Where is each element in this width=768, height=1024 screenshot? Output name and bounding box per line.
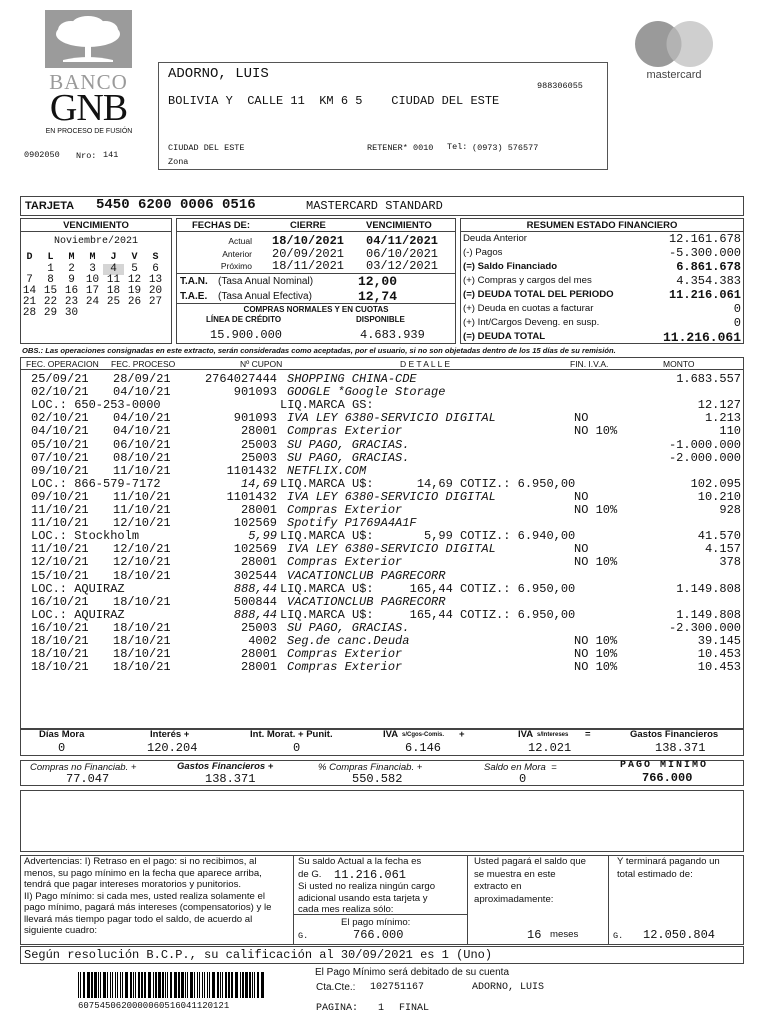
- resumen-row-value: -5.300.000: [668, 246, 741, 260]
- tx-foreign-amount: 5,99: [248, 529, 277, 544]
- moratorio-label: Int. Morat. + Punit.: [250, 729, 333, 740]
- table-row: [22, 373, 744, 386]
- tel-value: (0973) 576577: [472, 143, 539, 153]
- tx-fec-operacion: 16/10/21: [31, 620, 89, 635]
- tx-foreign-amount: 14,69: [240, 476, 277, 491]
- cta-cte-name: ADORNO, LUIS: [472, 982, 545, 993]
- tx-fec-operacion: 11/10/21: [31, 542, 89, 557]
- linea-credito-value: 15.900.000: [210, 328, 283, 342]
- tx-amount: 10.453: [697, 660, 741, 675]
- barcode-icon: [78, 972, 264, 998]
- card-type: MASTERCARD STANDARD: [306, 199, 443, 213]
- compras-no-financiab-label: Compras no Financiab. +: [30, 762, 137, 773]
- tx-fin-iva: NO 10%: [574, 424, 618, 439]
- tx-fec-operacion: 09/10/21: [31, 489, 89, 504]
- tx-amount: 10.453: [697, 647, 741, 662]
- pago-minimo-label: PAGO MINIMO: [620, 760, 709, 771]
- tx-fin-iva: NO 10%: [574, 503, 618, 517]
- account-reference: 988306055: [537, 81, 583, 91]
- resumen-row-label: (=) DEUDA TOTAL: [463, 331, 546, 342]
- debito-text: El Pago Mínimo será debitado de su cuenta: [315, 967, 510, 978]
- bank-name-line2: GNB: [49, 87, 128, 129]
- resumen-row-label: (-) Pagos: [463, 247, 503, 258]
- iva-cgos-sub: s/Cgos-Comis.: [402, 732, 445, 738]
- tx-detail: Spotify P1769A4A1F: [287, 516, 417, 531]
- customer-city: CIUDAD DEL ESTE: [168, 143, 245, 153]
- calendar-day: 6: [152, 263, 159, 275]
- retener-value: 0010: [413, 143, 434, 153]
- tx-cupon: 28001: [240, 555, 277, 570]
- tx-detail: IVA LEY 6380-SERVICIO DIGITAL: [287, 489, 496, 504]
- iva-cgos-label: IVA: [383, 729, 399, 740]
- gastos-financieros-label: Gastos Financieros: [630, 729, 719, 740]
- table-row: [22, 439, 744, 452]
- tx-detail: GOOGLE *Google Storage: [287, 385, 446, 400]
- tx-fec-operacion: 02/10/21: [31, 411, 89, 426]
- barcode-number: 6075450620000060516041120121: [78, 1001, 230, 1011]
- customer-name: ADORNO, LUIS: [168, 66, 269, 82]
- tx-amount: 39.145: [697, 634, 741, 648]
- resumen-row-label: (=) Saldo Financiado: [463, 261, 558, 272]
- tx-location: LOC.: Stockholm: [31, 529, 140, 544]
- nro-label: Nro:: [76, 151, 97, 161]
- tx-cupon: 901093: [233, 385, 277, 400]
- tx-cupon: 500844: [233, 594, 277, 609]
- tx-fin-iva: NO: [574, 411, 589, 426]
- tx-amount: 928: [719, 503, 741, 517]
- col-cupon: Nº CUPON: [240, 359, 283, 369]
- vencimiento-month: Noviembre/2021: [53, 236, 138, 247]
- calendar-day: [124, 308, 145, 319]
- calendar-day: 17: [85, 285, 100, 297]
- calendar-day: 3: [89, 263, 96, 275]
- pago-minimo-advert-currency: G.: [298, 931, 309, 941]
- tx-foreign-amount: 888,44: [233, 607, 277, 622]
- calendar-day: 23: [64, 296, 79, 308]
- tx-fec-operacion: 12/10/21: [31, 555, 89, 570]
- table-row: [22, 399, 744, 412]
- gastos-financieros-2-label: Gastos Financieros +: [177, 761, 274, 772]
- saldo-mora-value: 0: [519, 772, 527, 786]
- moratorio-value: 0: [293, 741, 301, 755]
- iva-int-value: 12.021: [528, 741, 572, 755]
- bank-logo-tree-icon: [45, 10, 132, 68]
- tx-detail: SU PAGO, GRACIAS.: [287, 450, 410, 465]
- table-row: [22, 386, 744, 399]
- tx-fec-operacion: 16/10/21: [31, 594, 89, 609]
- cta-cte-label: Cta.Cte.:: [316, 982, 356, 993]
- calendar-day: [103, 308, 124, 319]
- resumen-row-value: 6.861.678: [676, 260, 741, 274]
- tx-fin-iva: NO 10%: [574, 660, 618, 675]
- tx-cupon: 2764027444: [204, 372, 277, 386]
- tx-cupon: 102569: [233, 542, 277, 557]
- tx-cupon: 28001: [240, 660, 277, 675]
- tx-fec-operacion: 18/10/21: [31, 660, 89, 675]
- calendar-day: 25: [106, 296, 121, 308]
- tx-location: LOC.: AQUIRAZ: [31, 581, 125, 596]
- table-row: [22, 609, 744, 622]
- table-row: [22, 583, 744, 596]
- table-row: [22, 635, 744, 648]
- tx-fec-operacion: 05/10/21: [31, 437, 89, 452]
- iva-int-eq: =: [585, 729, 591, 740]
- tx-detail: VACATIONCLUB PAGRECORR: [287, 568, 446, 583]
- cierre-label: CIERRE: [290, 220, 326, 231]
- tx-cupon: 25003: [240, 620, 277, 635]
- tx-detail: Compras Exterior: [287, 424, 403, 439]
- table-row: [22, 465, 744, 478]
- tx-detail: IVA LEY 6380-SERVICIO DIGITAL: [287, 411, 496, 426]
- iva-int-label: IVA: [518, 729, 534, 740]
- tx-amount: 110: [719, 424, 741, 439]
- calendar-day: 29: [43, 307, 58, 319]
- cta-cte-value: 102751167: [370, 982, 425, 993]
- tx-fin-iva: NO: [574, 542, 589, 557]
- tx-fec-proceso: 18/10/21: [113, 634, 171, 648]
- tx-fec-proceso: 18/10/21: [113, 660, 171, 675]
- tx-fec-operacion: 18/10/21: [31, 634, 89, 648]
- resumen-row-label: (+) Compras y cargos del mes: [463, 275, 592, 286]
- tx-fec-proceso: 18/10/21: [113, 568, 171, 583]
- tx-fin-iva: NO: [574, 489, 589, 504]
- tx-detail: IVA LEY 6380-SERVICIO DIGITAL: [287, 542, 496, 557]
- tx-detail: Compras Exterior: [287, 660, 403, 675]
- saldo-actual-text: Su saldo Actual a la fecha es: [298, 856, 422, 867]
- blank-message-box: [20, 790, 744, 852]
- weekday-header: M: [68, 252, 75, 263]
- col-fec-operacion: FEC. OPERACION: [26, 359, 99, 369]
- table-row: [22, 648, 744, 661]
- iva-cgos-plus: +: [459, 729, 465, 740]
- calendar-day: 22: [43, 296, 58, 308]
- resumen-row-label: Deuda Anterior: [463, 233, 527, 244]
- pagina-value: 1: [378, 1003, 385, 1014]
- tx-fec-operacion: 11/10/21: [31, 503, 89, 517]
- tel-label: Tel:: [447, 142, 468, 152]
- tx-fec-proceso: 18/10/21: [113, 647, 171, 662]
- table-row: [22, 517, 744, 530]
- calendar-day: 19: [127, 285, 142, 297]
- calendar-day: 15: [43, 285, 58, 297]
- terminara-pagando-text: Y terminará pagando un total estimado de:: [617, 856, 720, 880]
- weekday-header: S: [152, 252, 159, 263]
- tx-amount: 1.149.808: [676, 581, 741, 596]
- calendar-day: 1: [47, 263, 54, 275]
- date-row-label: Próximo: [220, 261, 252, 271]
- calendar-day: 12: [127, 274, 142, 286]
- table-row: [22, 596, 744, 609]
- tae-value: 12,74: [358, 289, 398, 304]
- table-row: [22, 530, 744, 543]
- tx-location: LOC.: 650-253-0000: [31, 398, 161, 413]
- tx-fec-proceso: 18/10/21: [113, 620, 171, 635]
- zona-label: Zona: [168, 157, 189, 167]
- card-label: TARJETA: [25, 200, 75, 212]
- col-fec-proceso: FEC. PROCESO: [111, 359, 176, 369]
- date-row-cierre: 18/10/2021: [272, 234, 345, 248]
- date-row-label: Actual: [228, 236, 252, 246]
- final-label: FINAL: [399, 1003, 430, 1014]
- tan-description: (Tasa Anual Nominal): [218, 276, 314, 287]
- tx-fec-operacion: 15/10/21: [31, 568, 89, 583]
- calendar-day: 8: [47, 274, 54, 286]
- col-detalle: D E T A L L E: [400, 359, 451, 369]
- tx-fec-proceso: 04/10/21: [113, 411, 171, 426]
- disponible-label: DISPONIBLE: [356, 315, 405, 324]
- calendar-day: 4: [103, 264, 124, 275]
- tx-fec-proceso: 12/10/21: [113, 516, 171, 531]
- tx-fec-operacion: 18/10/21: [31, 647, 89, 662]
- iva-cgos-value: 6.146: [405, 741, 442, 755]
- card-number: 5450 6200 0006 0516: [96, 197, 256, 213]
- weekday-header: V: [131, 252, 138, 263]
- tx-fin-iva: NO 10%: [574, 647, 618, 662]
- tx-cupon: 25003: [240, 437, 277, 452]
- meses-label: meses: [550, 929, 579, 940]
- resumen-row-label: (+) Deuda en cuotas a facturar: [463, 303, 594, 314]
- saldo-actual-prefix: de G.: [298, 869, 322, 880]
- date-row-vencimiento: 03/12/2021: [366, 259, 439, 273]
- bank-name-line1: BANCO: [49, 70, 128, 94]
- calendar-day: 7: [26, 274, 33, 286]
- retener-label: RETENER*: [367, 143, 408, 153]
- tx-detail: Compras Exterior: [287, 503, 403, 517]
- tx-detail: SU PAGO, GRACIAS.: [287, 620, 410, 635]
- weekday-header: L: [47, 252, 54, 263]
- tx-fec-operacion: 02/10/21: [31, 385, 89, 400]
- gastos-financieros-2-value: 138.371: [205, 772, 256, 786]
- calendar-day: 26: [127, 296, 142, 308]
- tx-cupon: 25003: [240, 450, 277, 465]
- tx-detail: VACATIONCLUB PAGRECORR: [287, 594, 446, 609]
- total-estimado-currency: G.: [613, 931, 624, 941]
- tx-fec-proceso: 12/10/21: [113, 542, 171, 557]
- tx-detail: SHOPPING CHINA-CDE: [287, 372, 417, 386]
- pct-compras-value: 550.582: [352, 772, 403, 786]
- tx-detail: LIQ.MARCA U$: 14,69 COTIZ.: 6.950,00: [280, 476, 576, 491]
- table-row: [22, 504, 744, 517]
- tx-amount: 1.149.808: [676, 607, 741, 622]
- tx-cupon: 102569: [233, 516, 277, 531]
- tx-detail: LIQ.MARCA GS:: [280, 398, 374, 413]
- tx-cupon: 302544: [233, 568, 277, 583]
- calendar-day: 10: [85, 274, 100, 286]
- table-row: [22, 452, 744, 465]
- tx-fin-iva: NO 10%: [574, 634, 618, 648]
- tx-amount: 12.127: [697, 398, 741, 413]
- resumen-row-value: 11.216.061: [662, 330, 741, 345]
- bank-tagline: EN PROCESO DE FUSIÓN: [45, 128, 133, 135]
- date-row-vencimiento: 04/11/2021: [366, 234, 439, 248]
- resumen-row-value: 12.161.678: [668, 232, 741, 246]
- tx-amount: -2.300.000: [668, 620, 741, 635]
- table-row: [22, 570, 744, 583]
- tx-detail: LIQ.MARCA U$: 165,44 COTIZ.: 6.950,00: [280, 581, 576, 596]
- tae-description: (Tasa Anual Efectiva): [218, 291, 312, 302]
- nro-value: 141: [103, 150, 119, 160]
- calendar-day: 2: [68, 263, 75, 275]
- tx-fec-proceso: 12/10/21: [113, 555, 171, 570]
- tx-location: LOC.: AQUIRAZ: [31, 607, 125, 622]
- table-row: [22, 622, 744, 635]
- resumen-row-value: 11.216.061: [668, 288, 741, 302]
- calendar-day: 14: [22, 285, 37, 297]
- tx-amount: 378: [719, 555, 741, 570]
- tx-fin-iva: NO 10%: [574, 555, 618, 570]
- tx-fec-proceso: 11/10/21: [113, 463, 171, 478]
- vencimiento-title: VENCIMIENTO: [63, 220, 129, 231]
- pagara-saldo-text: Usted pagará el saldo que se muestra en este extracto en aproximadamente:: [474, 856, 587, 905]
- advertencias-text: Advertencias: I) Retraso en el pago: si no recibimos, al menos, su pago mínimo en la fecha que aparece arriba, tendrá que pagar intereses moratorios y punitorios. II) Pago mínimo: si cada mes, usted realiza solamente el pago mínimo, pagará más intereses (compensatorios) y le llevará más tiempo pagar todo el saldo, de acuerdo al siguiente cuadro:: [24, 856, 272, 936]
- table-row: [22, 478, 744, 491]
- total-estimado-value: 12.050.804: [643, 928, 716, 942]
- document-number: 0902050: [24, 150, 60, 160]
- tx-foreign-amount: 888,44: [233, 581, 277, 596]
- customer-address: BOLIVIA Y CALLE 11 KM 6 5 CIUDAD DEL ESTE: [168, 94, 500, 108]
- tx-detail: LIQ.MARCA U$: 5,99 COTIZ.: 6.940,00: [280, 529, 576, 544]
- tx-amount: -1.000.000: [668, 437, 741, 452]
- meses-value: 16: [527, 928, 542, 942]
- calendar-day: 24: [85, 296, 100, 308]
- tx-cupon: 1101432: [226, 489, 277, 504]
- tx-cupon: 28001: [240, 647, 277, 662]
- date-row-cierre: 20/09/2021: [272, 247, 345, 261]
- tx-amount: -2.000.000: [668, 450, 741, 465]
- gastos-financieros-value: 138.371: [655, 741, 706, 755]
- tx-cupon: 901093: [233, 411, 277, 426]
- tx-fec-proceso: 11/10/21: [113, 503, 171, 517]
- mastercard-wordmark: mastercard: [646, 69, 702, 81]
- mastercard-logo-icon: [630, 20, 718, 82]
- tx-fec-proceso: 28/09/21: [113, 372, 171, 386]
- tx-cupon: 4002: [248, 634, 277, 648]
- calendar-day: 21: [22, 296, 37, 308]
- date-row-vencimiento: 06/10/2021: [366, 247, 439, 261]
- tx-fec-operacion: 07/10/21: [31, 450, 89, 465]
- tx-detail: Compras Exterior: [287, 647, 403, 662]
- fechas-label: FECHAS DE:: [192, 220, 251, 231]
- tx-fec-proceso: 04/10/21: [113, 385, 171, 400]
- date-row-label: Anterior: [222, 249, 252, 259]
- saldo-condition-text: Si usted no realiza ningún cargo adicional usando esta tarjeta y cada mes realiza sólo:: [298, 881, 436, 915]
- disponible-value: 4.683.939: [360, 328, 425, 342]
- iva-int-sub: s/Intereses: [537, 732, 569, 738]
- weekday-header: D: [26, 252, 33, 263]
- compras-no-financiab-value: 77.047: [66, 772, 110, 786]
- table-row: [22, 425, 744, 438]
- resumen-row-value: 4.354.383: [676, 274, 741, 288]
- resumen-row-label: (+) Int/Cargos Deveng. en susp.: [463, 317, 600, 328]
- pago-minimo-value: 766.000: [642, 771, 693, 785]
- tx-amount: 4.157: [704, 542, 741, 557]
- col-monto: MONTO: [663, 359, 695, 369]
- tx-amount: 41.570: [697, 529, 741, 544]
- table-row: [22, 543, 744, 556]
- calendar-day: 18: [106, 285, 121, 297]
- calendar-day: 5: [131, 263, 138, 275]
- resumen-row-value: 0: [733, 316, 741, 330]
- tx-detail: NETFLIX.COM: [287, 463, 367, 478]
- calendar-day: 16: [64, 285, 79, 297]
- calendar-day: [145, 308, 166, 319]
- calendar-day: 30: [64, 307, 79, 319]
- tx-fec-operacion: 09/10/21: [31, 463, 89, 478]
- tx-detail: LIQ.MARCA U$: 165,44 COTIZ.: 6.950,00: [280, 607, 576, 622]
- pagina-label: PAGINA:: [316, 1003, 359, 1014]
- tx-fec-operacion: 04/10/21: [31, 424, 89, 439]
- tx-fec-operacion: 11/10/21: [31, 516, 89, 531]
- tx-detail: Seg.de canc.Deuda: [287, 634, 410, 648]
- weekday-header: M: [89, 252, 96, 263]
- resumen-row-label: (=) DEUDA TOTAL DEL PERIODO: [463, 289, 614, 300]
- pago-minimo-advert-label: El pago mínimo:: [341, 917, 411, 928]
- calendar-day: 28: [22, 307, 37, 319]
- tx-cupon: 28001: [240, 503, 277, 517]
- interes-label: Interés +: [150, 729, 190, 740]
- vencimiento-calendar: [19, 252, 166, 319]
- pct-compras-label: % Compras Financiab. +: [318, 762, 423, 773]
- tx-fec-proceso: 11/10/21: [113, 489, 171, 504]
- col-fin-iva: FIN. I.V.A.: [570, 359, 609, 369]
- tx-amount: 1.213: [704, 411, 741, 426]
- calendar-day: 9: [68, 274, 75, 286]
- compras-normales-header: COMPRAS NORMALES Y EN CUOTAS: [243, 305, 389, 314]
- tx-fec-proceso: 08/10/21: [113, 450, 171, 465]
- dias-mora-label: Días Mora: [39, 729, 85, 740]
- resumen-title: RESUMEN ESTADO FINANCIERO: [526, 220, 678, 231]
- calendar-day: 20: [148, 285, 163, 297]
- pago-minimo-advert-value: 766.000: [353, 928, 404, 942]
- tx-cupon: 1101432: [226, 463, 277, 478]
- tx-amount: 1.683.557: [676, 372, 741, 386]
- dias-mora-value: 0: [58, 741, 66, 755]
- tx-detail: Compras Exterior: [287, 555, 403, 570]
- table-row: [22, 556, 744, 569]
- tan-value: 12,00: [358, 274, 398, 289]
- calificacion-text: Según resolución B.C.P., su calificación al 30/09/2021 es 1 (Uno): [24, 948, 493, 962]
- tx-fec-operacion: 25/09/21: [31, 372, 89, 386]
- interes-value: 120.204: [147, 741, 198, 755]
- tx-fec-proceso: 06/10/21: [113, 437, 171, 452]
- saldo-mora-label: Saldo en Mora =: [484, 762, 557, 773]
- tx-cupon: 28001: [240, 424, 277, 439]
- linea-credito-label: LÍNEA DE CRÉDITO: [206, 315, 282, 324]
- vencimiento-col-label: VENCIMIENTO: [366, 220, 432, 231]
- obs-notice: OBS.: Las operaciones consignadas en este extracto, serán consideradas como aceptadas, por el usuario, si no son objetadas dentro de los 15 días de su remisión.: [22, 346, 616, 355]
- tx-amount: 102.095: [690, 476, 741, 491]
- tx-amount: 10.210: [697, 489, 741, 504]
- resumen-row-value: 0: [733, 302, 741, 316]
- table-row: [22, 412, 744, 425]
- date-row-cierre: 18/11/2021: [272, 259, 345, 273]
- tx-fec-proceso: 04/10/21: [113, 424, 171, 439]
- calendar-day: 11: [106, 274, 121, 286]
- tx-detail: SU PAGO, GRACIAS.: [287, 437, 410, 452]
- calendar-day: 13: [148, 274, 163, 286]
- tan-label: T.A.N.: [180, 276, 208, 287]
- tx-fec-proceso: 18/10/21: [113, 594, 171, 609]
- table-row: [22, 491, 744, 504]
- calendar-day: 27: [148, 296, 163, 308]
- table-row: [22, 661, 744, 674]
- saldo-actual-value: 11.216.061: [334, 868, 407, 882]
- tx-location: LOC.: 866-579-7172: [31, 476, 161, 491]
- tae-label: T.A.E.: [180, 291, 208, 302]
- calendar-day: [82, 308, 103, 319]
- weekday-header: J: [110, 252, 117, 263]
